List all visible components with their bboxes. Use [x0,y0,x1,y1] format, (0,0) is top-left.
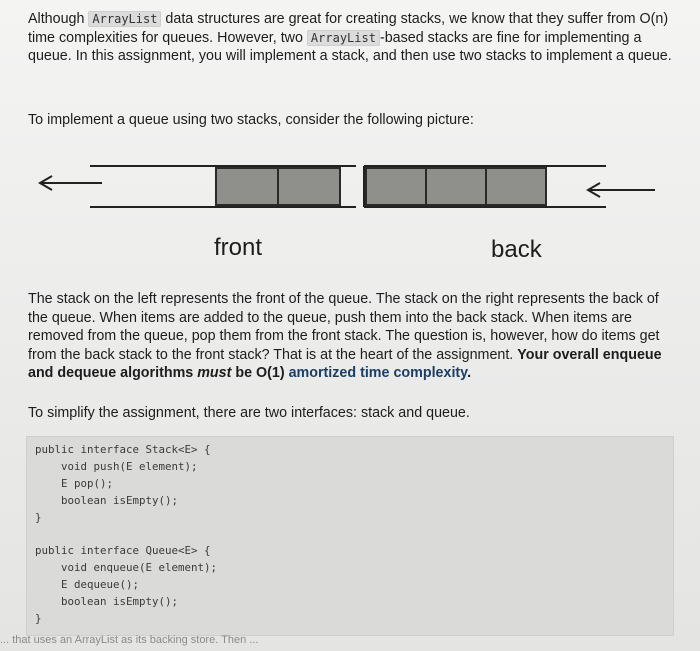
explanation-period: . [467,365,472,381]
arraylist-code-2: ArrayList [307,30,380,46]
code-line: boolean isEmpty(); [35,595,179,608]
explanation-text: The stack on the left represents the front of the queue. The stack on the right represents the back of the queue. When items are added to the queue, push them into the back stack. When items are removed from the queue, pop them from the front stack. The question is, however, how do items get from the back stack to the front stack? That is at the heart of the assignment. [28,291,660,363]
code-line: E dequeue(); [35,578,140,591]
code-line: } [35,612,42,625]
explanation-paragraph [28,290,676,383]
right-stack-item [366,168,426,205]
explanation-bold-1: Your overall enqueue and dequeue algorithms [28,346,662,381]
code-line: E pop(); [35,477,114,490]
code-line: boolean isEmpty(); [35,494,179,507]
intro-text-1: Although [28,11,89,27]
code-line: void enqueue(E element); [35,561,218,574]
stacks-diagram [0,150,700,280]
picture-intro: To implement a queue using two stacks, consider the following picture: [28,112,474,128]
front-label: front [214,234,263,261]
back-label: back [491,236,542,263]
simplify-paragraph: To simplify the assignment, there are two interfaces: stack and queue. [28,405,470,421]
two-stack-queue-figure [0,150,700,280]
left-stack-item [216,168,278,205]
code-line: public interface Stack<E> { [35,443,211,456]
arraylist-code-1: ArrayList [88,11,161,27]
code-line: public interface Queue<E> { [35,544,211,557]
interfaces-code-block [26,436,674,636]
intro-text-3: -based stacks are fine for implementing a queue. In this assignment, you will implement a stack, and then use two stacks to implement a queue. [28,29,672,64]
amortized-complexity-text: amortized time complexity [288,365,468,381]
cutoff-text: ... that uses an ArrayList as its backing store. Then ... [0,634,259,646]
code-line: } [35,511,42,524]
explanation-must: must [197,365,232,381]
right-stack-item [426,168,486,205]
left-stack-item [278,168,340,205]
right-stack-item [486,168,546,205]
explanation-bold-2: be O(1) [231,365,289,381]
code-line: void push(E element); [35,460,198,473]
intro-paragraph [28,10,678,66]
intro-text-2: data structures are great for creating stacks, we know that they suffer from O(n) time complexities for queues. However, two [28,11,669,46]
